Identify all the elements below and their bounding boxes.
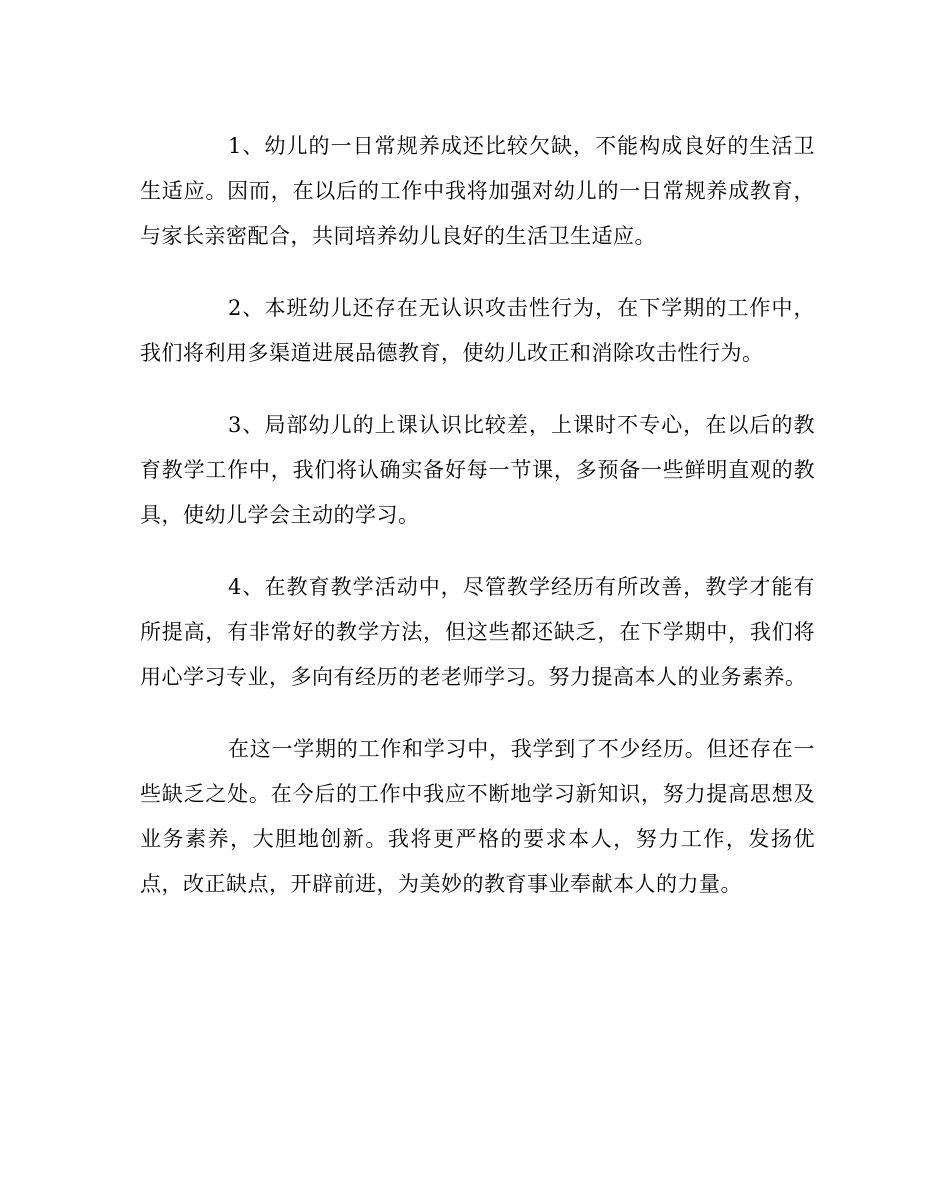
paragraph-3: 3、局部幼儿的上课认识比较差，上课时不专心，在以后的教育教学工作中，我们将认确实备好每一节课，多预备一些鲜明直观的教具，使幼儿学会主动的学习。 xyxy=(140,413,815,527)
paragraph-2: 2、本班幼儿还存在无认识攻击性行为，在下学期的工作中，我们将利用多渠道进展品德教育，使幼儿改正和消除攻击性行为。 xyxy=(140,296,815,365)
paragraph-4: 4、在教育教学活动中，尽管教学经历有所改善，教学才能有所提高，有非常好的教学方法，但这些都还缺乏，在下学期中，我们将用心学习专业，多向有经历的老老师学习。努力提高本人的业务素养。 xyxy=(140,575,815,689)
paragraph-5: 在这一学期的工作和学习中，我学到了不少经历。但还存在一些缺乏之处。在今后的工作中我应不断地学习新知识，努力提高思想及业务素养，大胆地创新。我将更严格的要求本人，努力工作，发扬优点，改正缺点，开辟前进，为美妙的教育事业奉献本人的力量。 xyxy=(140,737,815,896)
paragraph-1: 1、幼儿的一日常规养成还比较欠缺，不能构成良好的生活卫生适应。因而，在以后的工作中我将加强对幼儿的一日常规养成教育，与家长亲密配合，共同培养幼儿良好的生活卫生适应。 xyxy=(140,134,815,248)
document-body xyxy=(140,124,815,907)
